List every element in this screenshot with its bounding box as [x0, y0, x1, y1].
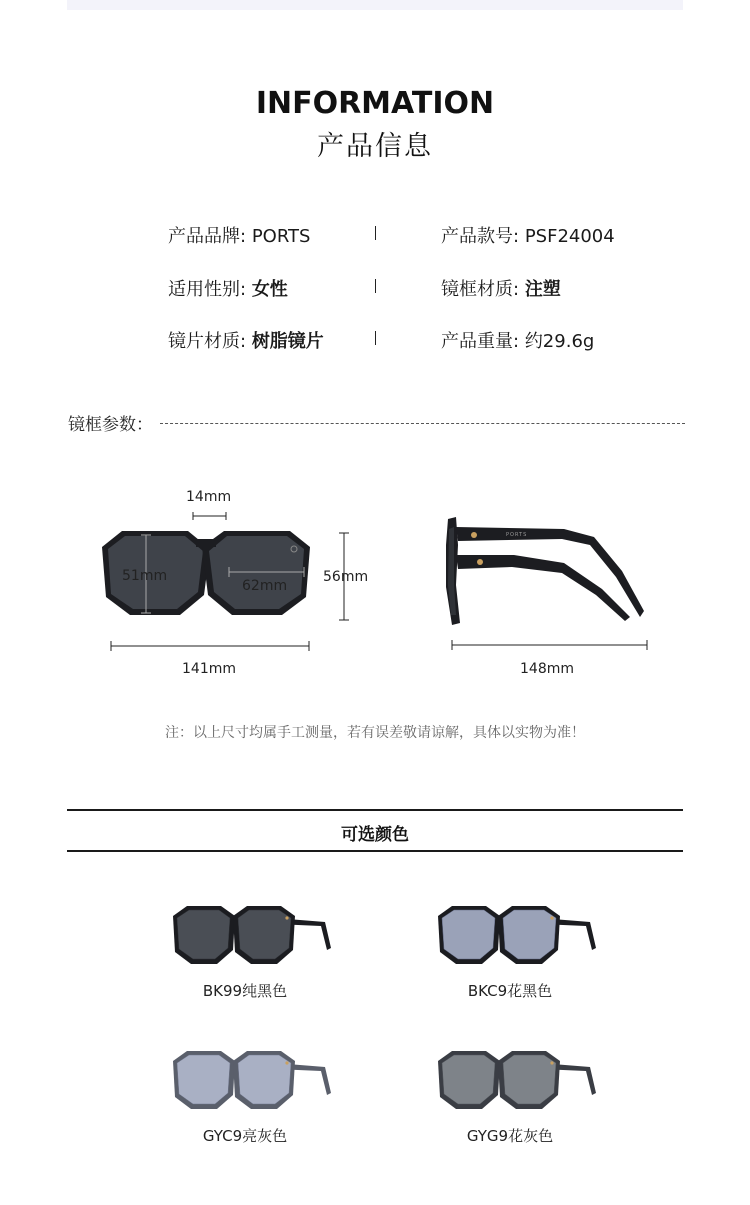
side-view-glasses — [444, 515, 654, 630]
lens-left — [442, 910, 495, 959]
lens-left — [177, 1055, 230, 1104]
spec-value: PSF24004 — [524, 226, 615, 247]
spec-label: 镜框材质: — [441, 279, 520, 300]
colors-top-rule — [67, 809, 683, 811]
frame-width-label: 141mm — [182, 661, 236, 677]
lens-right — [503, 1055, 556, 1104]
lens-right — [238, 1055, 291, 1104]
hinge-dot — [285, 1061, 288, 1064]
lens-left — [177, 910, 230, 959]
variant-glasses-image — [420, 904, 600, 970]
section-title-cn: 产品信息 — [317, 131, 433, 162]
color-variant-gyc9[interactable] — [145, 1049, 345, 1146]
color-variant-gyg9[interactable] — [410, 1049, 610, 1146]
spec-label: 镜片材质: — [168, 331, 247, 352]
hinge-dot — [285, 916, 288, 919]
frame-height-label: 56mm — [323, 569, 369, 585]
hinge-dot — [550, 1061, 553, 1064]
spec-value: 注塑 — [524, 279, 561, 300]
lens-left — [442, 1055, 495, 1104]
lens-right — [503, 910, 556, 959]
temple-length-label: 148mm — [520, 661, 574, 677]
variant-label: BKC9花黑色 — [467, 982, 553, 1000]
spec-value: PORTS — [251, 226, 311, 247]
lens-right — [238, 910, 291, 959]
color-variant-bkc9[interactable] — [410, 904, 610, 1001]
colors-bottom-rule — [67, 850, 683, 852]
variant-label: BK99纯黑色 — [202, 982, 288, 1000]
lens-height-label: 51mm — [122, 568, 168, 584]
spec-value: 树脂镜片 — [251, 331, 324, 352]
variant-label: GYC9亮灰色 — [202, 1127, 288, 1145]
temple-brand-text: PORTS — [506, 532, 528, 538]
measurement-note: 注：以上尺寸均属手工测量，若有误差敬请谅解，具体以实物为准！ — [165, 725, 585, 741]
lens-width-label: 62mm — [242, 578, 288, 594]
spec-label: 产品款号: — [441, 226, 520, 247]
spec-label: 适用性别: — [168, 279, 247, 300]
variant-glasses-image — [420, 1049, 600, 1115]
hinge-dot — [550, 916, 553, 919]
spec-label: 产品重量: — [441, 331, 520, 352]
color-variant-bk99[interactable] — [145, 904, 345, 1001]
colors-title: 可选颜色 — [341, 825, 409, 845]
spec-value: 女性 — [251, 279, 288, 300]
variant-glasses-image — [155, 1049, 335, 1115]
spec-label: 产品品牌: — [168, 226, 247, 247]
spec-value: 约29.6g — [524, 331, 595, 352]
bridge-width-label: 14mm — [186, 489, 232, 505]
frame-params-label: 镜框参数： — [68, 415, 153, 435]
variant-glasses-image — [155, 904, 335, 970]
variant-label: GYG9花灰色 — [466, 1127, 554, 1145]
section-title-en: INFORMATION — [255, 86, 495, 121]
